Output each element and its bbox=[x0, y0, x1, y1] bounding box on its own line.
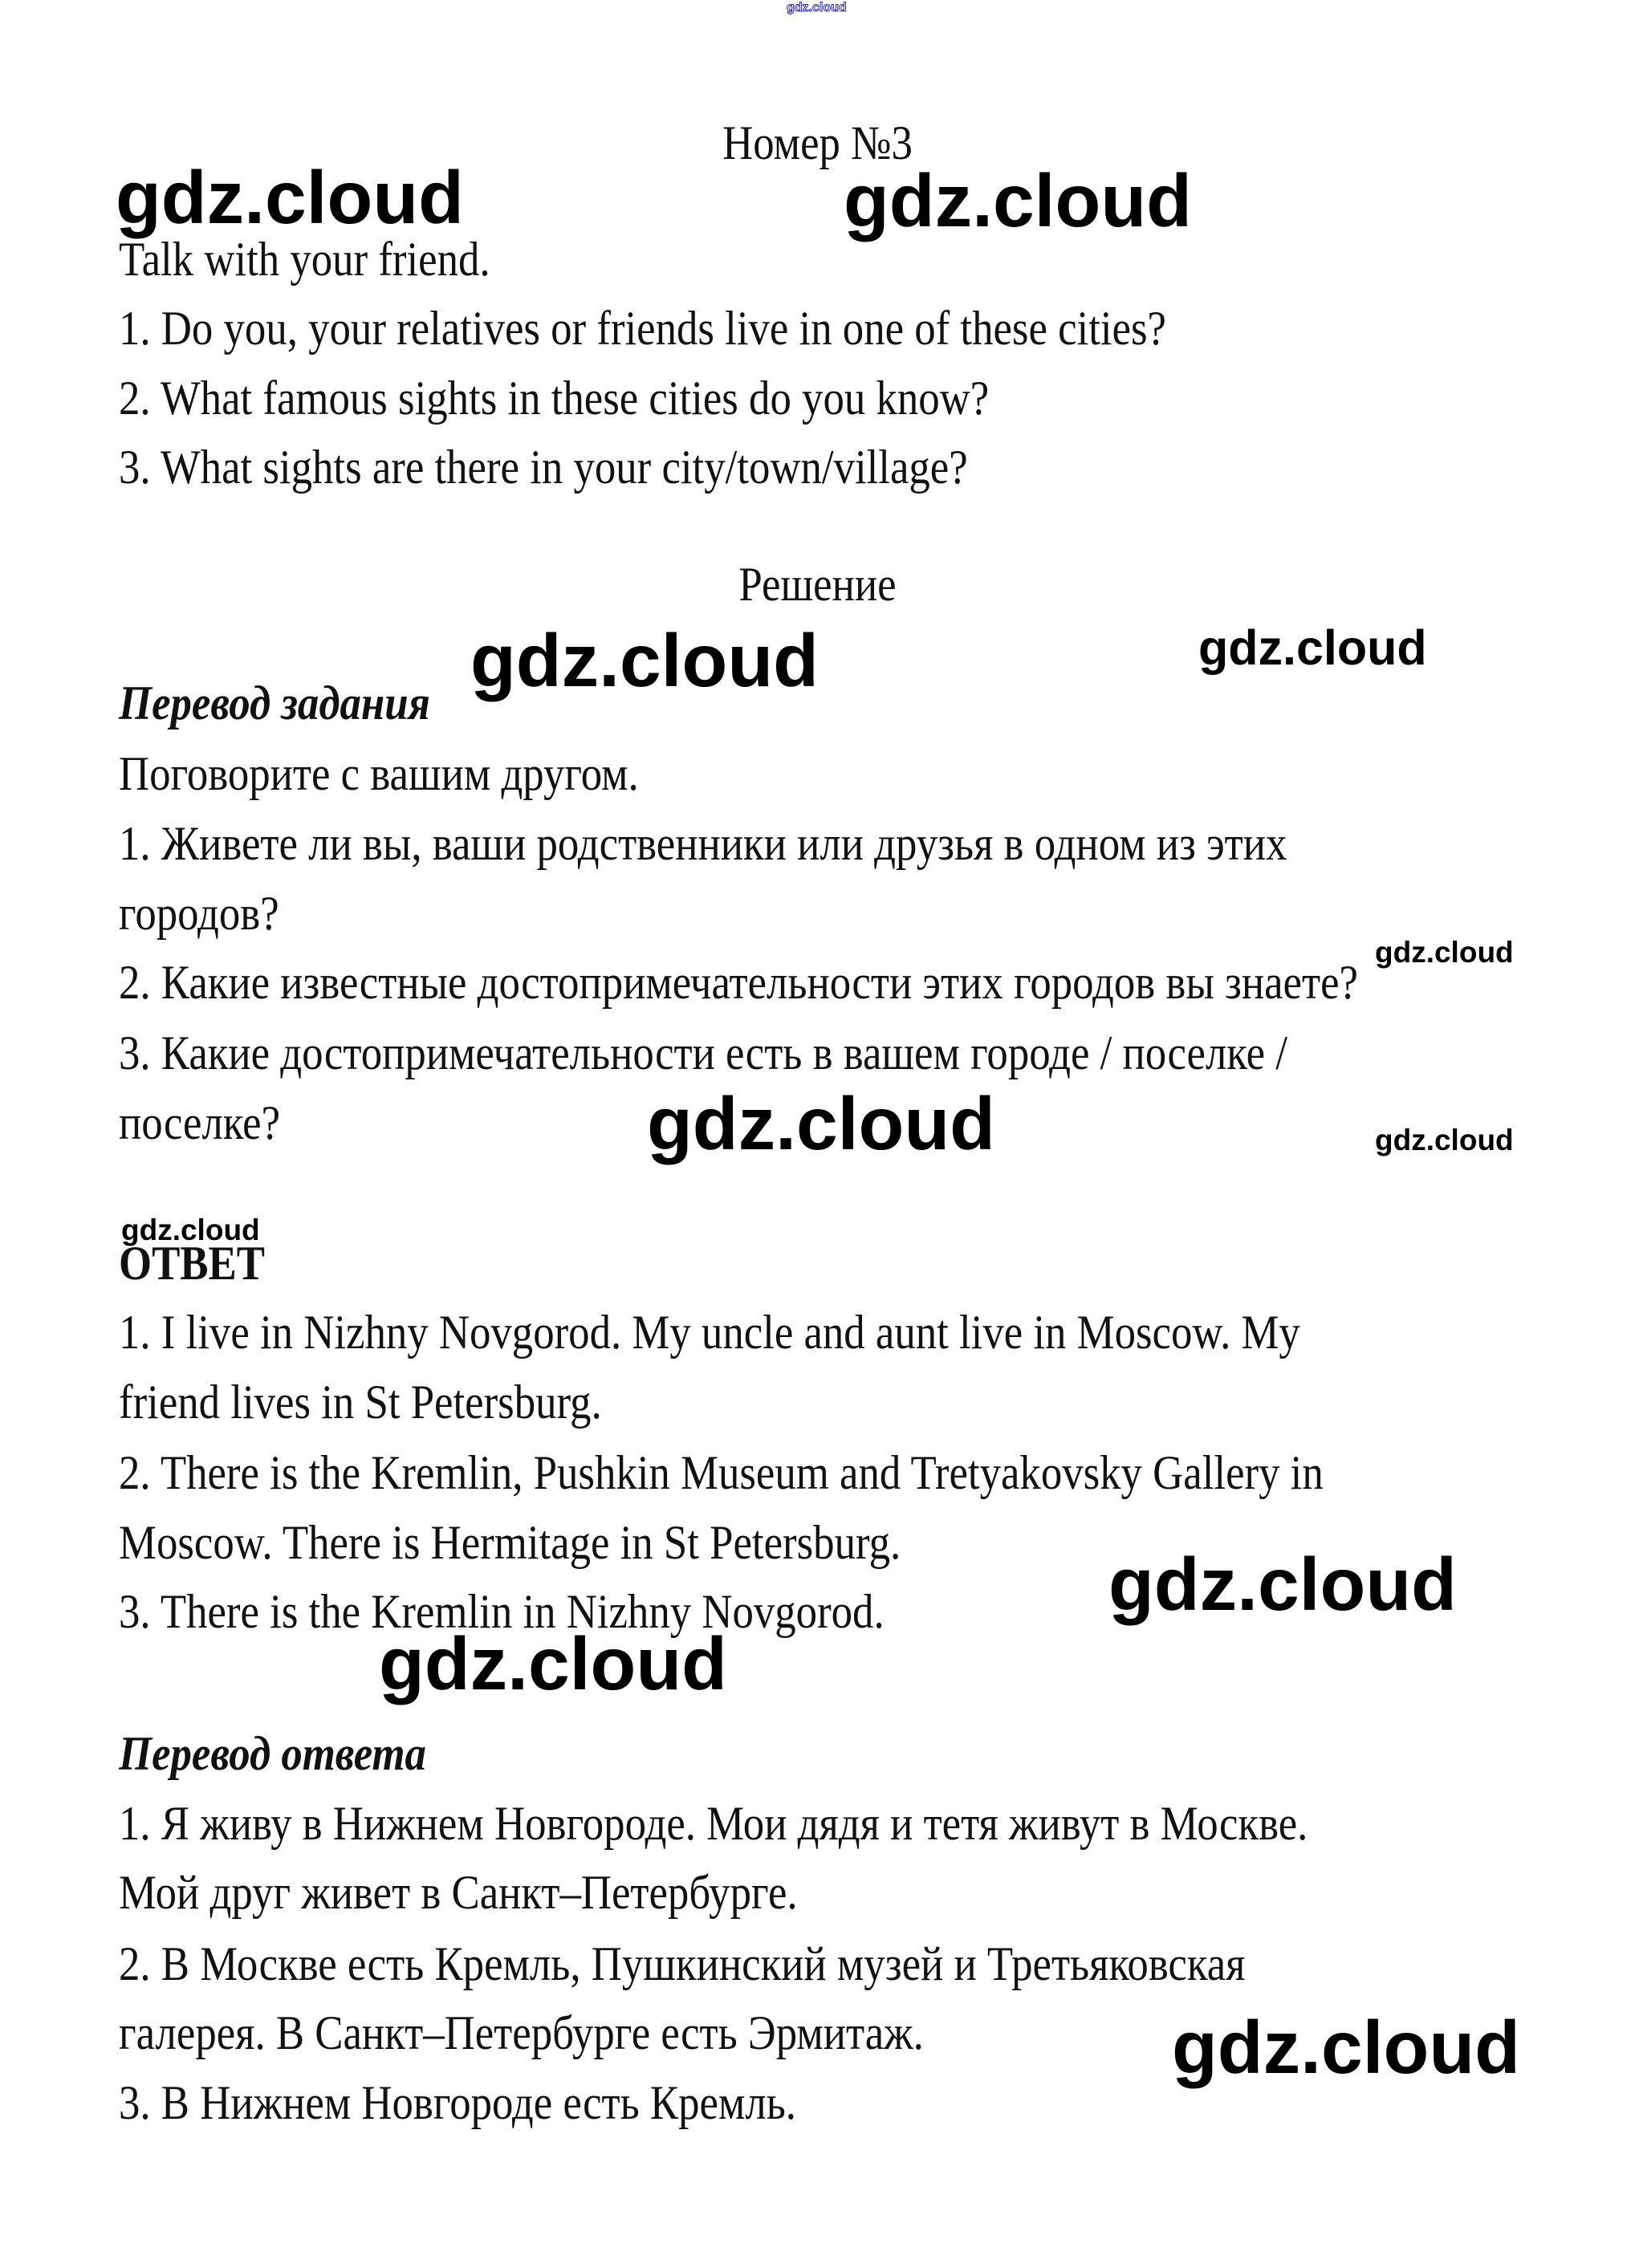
watermark: gdz.cloud bbox=[1375, 936, 1514, 969]
watermark: gdz.cloud bbox=[1172, 2006, 1520, 2089]
translation-line: 2. Какие известные достопримечательности этих городов вы знаете? bbox=[119, 956, 1358, 1009]
translation-line: 3. Какие достопримечательности есть в вашем городе / поселке / bbox=[119, 1026, 1287, 1079]
answer-translation-line: галерея. В Санкт–Петербурге есть Эрмитаж. bbox=[119, 2006, 924, 2059]
watermark: gdz.cloud bbox=[121, 1213, 260, 1246]
task-question: 3. What sights are there in your city/town/village? bbox=[119, 441, 968, 494]
translation-line: поселке? bbox=[119, 1096, 281, 1149]
watermark: gdz.cloud bbox=[1198, 620, 1427, 675]
answer-line: 1. I live in Nizhny Novgorod. My uncle and aunt live in Moscow. My bbox=[119, 1306, 1300, 1359]
watermark: gdz.cloud bbox=[647, 1082, 995, 1165]
answer-translation-heading: Перевод ответа bbox=[119, 1727, 426, 1780]
solution-heading-text: Решение bbox=[738, 558, 897, 611]
translation-line: 1. Живете ли вы, ваши родственники или друзья в одном из этих bbox=[119, 817, 1287, 870]
page-title-text: Номер №3 bbox=[722, 116, 913, 169]
watermark: gdz.cloud bbox=[787, 1, 847, 14]
watermark: gdz.cloud bbox=[379, 1622, 727, 1705]
translation-line: городов? bbox=[119, 887, 279, 940]
answer-line: Moscow. There is Hermitage in St Petersburg. bbox=[119, 1516, 901, 1569]
task-question: 1. Do you, your relatives or friends live in one of these cities? bbox=[119, 302, 1166, 355]
watermark: gdz.cloud bbox=[1375, 1124, 1514, 1156]
answer-translation-line: Мой друг живет в Санкт–Петербурге. bbox=[119, 1866, 798, 1919]
task-translation-heading: Перевод задания bbox=[119, 677, 430, 730]
solution-heading bbox=[0, 558, 1635, 611]
watermark: gdz.cloud bbox=[470, 619, 819, 702]
task-intro: Talk with your friend. bbox=[119, 233, 490, 286]
answer-line: 3. There is the Kremlin in Nizhny Novgorod. bbox=[119, 1585, 885, 1638]
watermark: gdz.cloud bbox=[844, 159, 1192, 242]
watermark: gdz.cloud bbox=[116, 156, 464, 239]
watermark: gdz.cloud bbox=[1108, 1542, 1457, 1626]
answer-heading: ОТВЕТ bbox=[119, 1237, 265, 1290]
answer-translation-line: 3. В Нижнем Новгороде есть Кремль. bbox=[119, 2076, 797, 2129]
task-question: 2. What famous sights in these cities do you know? bbox=[119, 372, 990, 425]
answer-line: 2. There is the Kremlin, Pushkin Museum and Tretyakovsky Gallery in bbox=[119, 1446, 1324, 1499]
answer-translation-line: 1. Я живу в Нижнем Новгороде. Мои дядя и тетя живут в Москве. bbox=[119, 1797, 1308, 1850]
answer-line: friend lives in St Petersburg. bbox=[119, 1376, 602, 1429]
answer-translation-line: 2. В Москве есть Кремль, Пушкинский музей и Третьяковская bbox=[119, 1937, 1246, 1990]
translation-line: Поговорите с вашим другом. bbox=[119, 747, 639, 800]
